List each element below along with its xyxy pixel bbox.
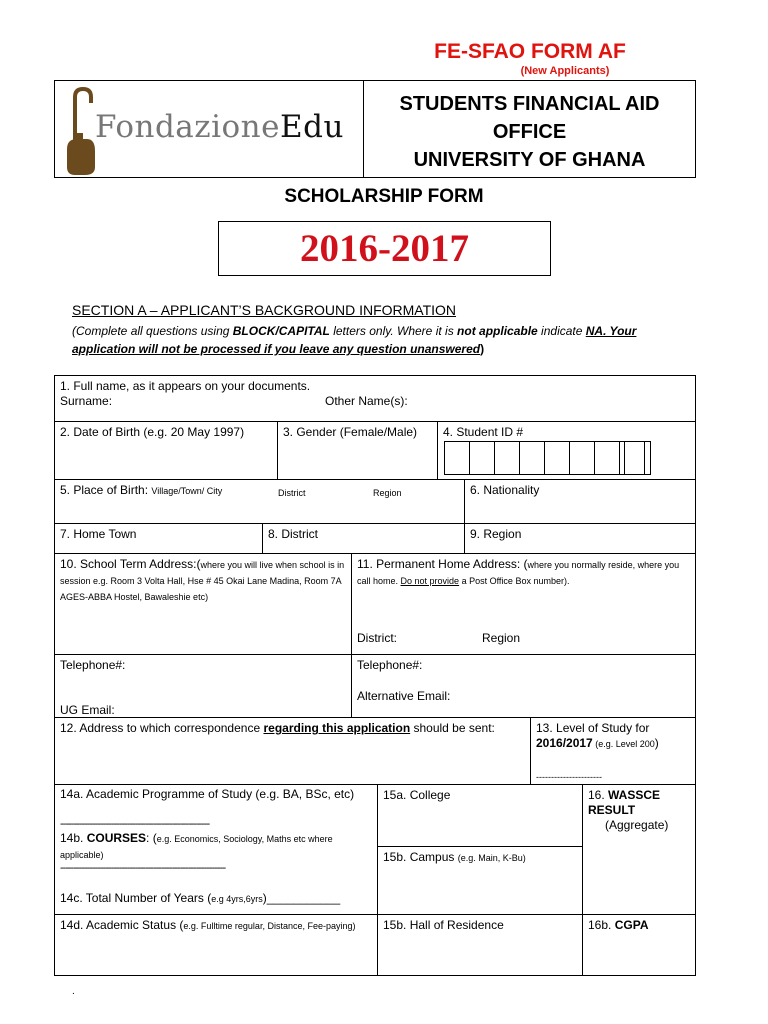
academic-programme-dashes: -------------------------------------------------------- (60, 818, 210, 830)
school-term-address-label: 10. School Term Address:( (60, 557, 201, 571)
home-address-hint-underlined: Do not provide (400, 576, 460, 586)
student-id-digit-box[interactable] (594, 441, 620, 475)
home-town-label: 7. Home Town (60, 527, 137, 541)
form-title: SCHOLARSHIP FORM (284, 186, 484, 207)
note-bold: not applicable (457, 324, 538, 338)
field-wassce-result[interactable] (582, 784, 696, 915)
hall-of-residence-label: 15b. Hall of Residence (383, 918, 504, 932)
place-of-birth-hint: Village/Town/ City (151, 486, 223, 496)
note-bold: BLOCK/CAPITAL (232, 324, 330, 338)
field-academic-programme[interactable] (54, 784, 378, 915)
student-id-digit-box[interactable] (569, 441, 595, 475)
correspondence-label-bold: regarding this application (263, 721, 411, 735)
office-line-2: OFFICE (492, 121, 567, 143)
date-of-birth-label: 2. Date of Birth (e.g. 20 May 1997) (60, 425, 245, 439)
region-label: 9. Region (470, 527, 522, 541)
district-label: 8. District (268, 527, 319, 541)
office-line-1: STUDENTS FINANCIAL AID (399, 93, 660, 115)
courses-label-block (60, 831, 360, 863)
total-years-blank: )___________ (262, 891, 341, 905)
full-name-label: 1. Full name, as it appears on your documents. (60, 379, 311, 393)
form-code: FE-SFAO FORM AF (434, 40, 626, 63)
logo-text-light: Fondazione (95, 109, 280, 145)
academic-year: 2016-2017 (218, 221, 551, 276)
office-title-box (364, 80, 696, 178)
place-of-birth-region-hint: Region (373, 488, 402, 498)
note-text: indicate (537, 324, 586, 338)
field-academic-status[interactable] (54, 914, 378, 976)
field-contact-left[interactable] (54, 654, 352, 718)
logo-wordmark (95, 109, 344, 145)
level-of-study-hint: (e.g. Level 200 (592, 739, 655, 749)
wassce-label-block (588, 788, 674, 818)
home-address-label: 11. Permanent Home Address: ( (357, 557, 528, 571)
section-a-instructions (72, 322, 702, 358)
field-region[interactable] (464, 523, 696, 554)
student-id-label: 4. Student ID # (443, 425, 524, 439)
other-names-label: Other Name(s): (325, 394, 408, 408)
field-cgpa[interactable] (582, 914, 696, 976)
field-campus[interactable] (377, 846, 583, 915)
level-of-study-year-line (536, 736, 690, 752)
academic-programme-label: 14a. Academic Programme of Study (e.g. BA, BSc, etc) (60, 787, 355, 801)
field-school-term-address[interactable] (54, 553, 352, 655)
note-text: ) (480, 342, 485, 356)
field-date-of-birth[interactable] (54, 421, 278, 480)
campus-hint: (e.g. Main, K-Bu) (457, 853, 526, 863)
note-bold-underlined: NA. Your application will not be processed if you leave any question unanswered (72, 324, 637, 356)
note-text: (Complete all questions using (72, 324, 233, 338)
form-subtitle: (New Applicants) (520, 65, 610, 77)
college-label: 15a. College (383, 788, 451, 802)
correspondence-label: 12. Address to which correspondence (60, 721, 264, 735)
courses-hint: e.g. Economics, Sociology, Maths etc where applicable) (60, 834, 333, 860)
telephone-right-label: Telephone#: (357, 658, 423, 672)
level-of-study-dashes: ---------------------- (536, 772, 602, 782)
wassce-label-bold: WASSCE RESULT (588, 788, 661, 817)
courses-dashes: -------------------------------------------------------------- (60, 862, 226, 874)
field-district[interactable] (262, 523, 465, 554)
footer-dot: . (72, 986, 75, 997)
field-college[interactable] (377, 784, 583, 847)
logo-box (54, 80, 364, 178)
ug-email-label: UG Email: (60, 703, 115, 717)
field-hall-of-residence[interactable] (377, 914, 583, 976)
courses-label: : ( (146, 831, 157, 845)
total-years-line (60, 891, 340, 907)
student-id-digit-box[interactable] (494, 441, 520, 475)
nationality-label: 6. Nationality (470, 483, 540, 497)
cgpa-label: 16b. (588, 918, 615, 932)
home-address-hint: where you normally reside, where you call home. (357, 560, 680, 586)
level-of-study-hint-close: ) (654, 736, 659, 750)
academic-status-label: 14d. Academic Status ( (60, 918, 184, 932)
total-years-hint: e.g 4yrs,6yrs (211, 894, 263, 904)
field-correspondence-address[interactable] (54, 717, 531, 785)
student-id-digit-box[interactable] (519, 441, 545, 475)
total-years-label: 14c. Total Number of Years ( (60, 891, 212, 905)
alternative-email-label: Alternative Email: (357, 689, 451, 703)
field-level-of-study[interactable] (530, 717, 696, 785)
office-line-3: UNIVERSITY OF GHANA (413, 149, 646, 171)
student-id-digit-box[interactable] (469, 441, 495, 475)
field-full-name[interactable] (54, 375, 696, 422)
logo-text-dark: Edu (280, 109, 344, 145)
note-text: letters only. Where it is (329, 324, 458, 338)
field-permanent-home-address[interactable] (351, 553, 696, 655)
telephone-left-label: Telephone#: (60, 658, 126, 672)
gender-label: 3. Gender (Female/Male) (283, 425, 418, 439)
academic-status-hint: e.g. Fulltime regular, Distance, Fee-paying) (183, 921, 356, 931)
campus-label: 15b. Campus (383, 850, 458, 864)
field-contact-right[interactable] (351, 654, 696, 718)
wassce-label: 16. (588, 788, 609, 802)
section-a-heading: SECTION A – APPLICANT’S BACKGROUND INFORMATION (72, 302, 457, 318)
level-of-study-label: 13. Level of Study for (536, 721, 650, 735)
cgpa-label-bold: CGPA (614, 918, 649, 932)
home-address-hint: a Post Office Box number). (459, 576, 570, 586)
field-home-town[interactable] (54, 523, 263, 554)
student-id-digit-box[interactable] (444, 441, 470, 475)
field-place-of-birth[interactable] (54, 479, 465, 524)
courses-label: 14b. (60, 831, 87, 845)
home-district-label: District: (357, 631, 397, 645)
wassce-aggregate-label: (Aggregate) (605, 818, 669, 832)
place-of-birth-label: 5. Place of Birth: (60, 483, 152, 497)
place-of-birth-district-hint: District (278, 488, 306, 498)
courses-label-bold: COURSES (86, 831, 147, 845)
field-nationality[interactable] (464, 479, 696, 524)
student-id-digit-box[interactable] (624, 441, 651, 475)
school-term-address-hint: where you will live when school is in session e.g. Room 3 Volta Hall, Hse # 45 Okai Lane Madina, Room 7A AGES-ABBA Hostel, Bawaleshie etc) (60, 560, 345, 602)
applicant-form-grid (54, 375, 696, 976)
surname-label: Surname: (60, 394, 113, 408)
home-region-label: Region (482, 631, 521, 645)
level-of-study-year: 2016/2017 (536, 736, 593, 750)
correspondence-label: should be sent: (410, 721, 495, 735)
student-id-digit-box[interactable] (544, 441, 570, 475)
field-gender[interactable] (277, 421, 438, 480)
